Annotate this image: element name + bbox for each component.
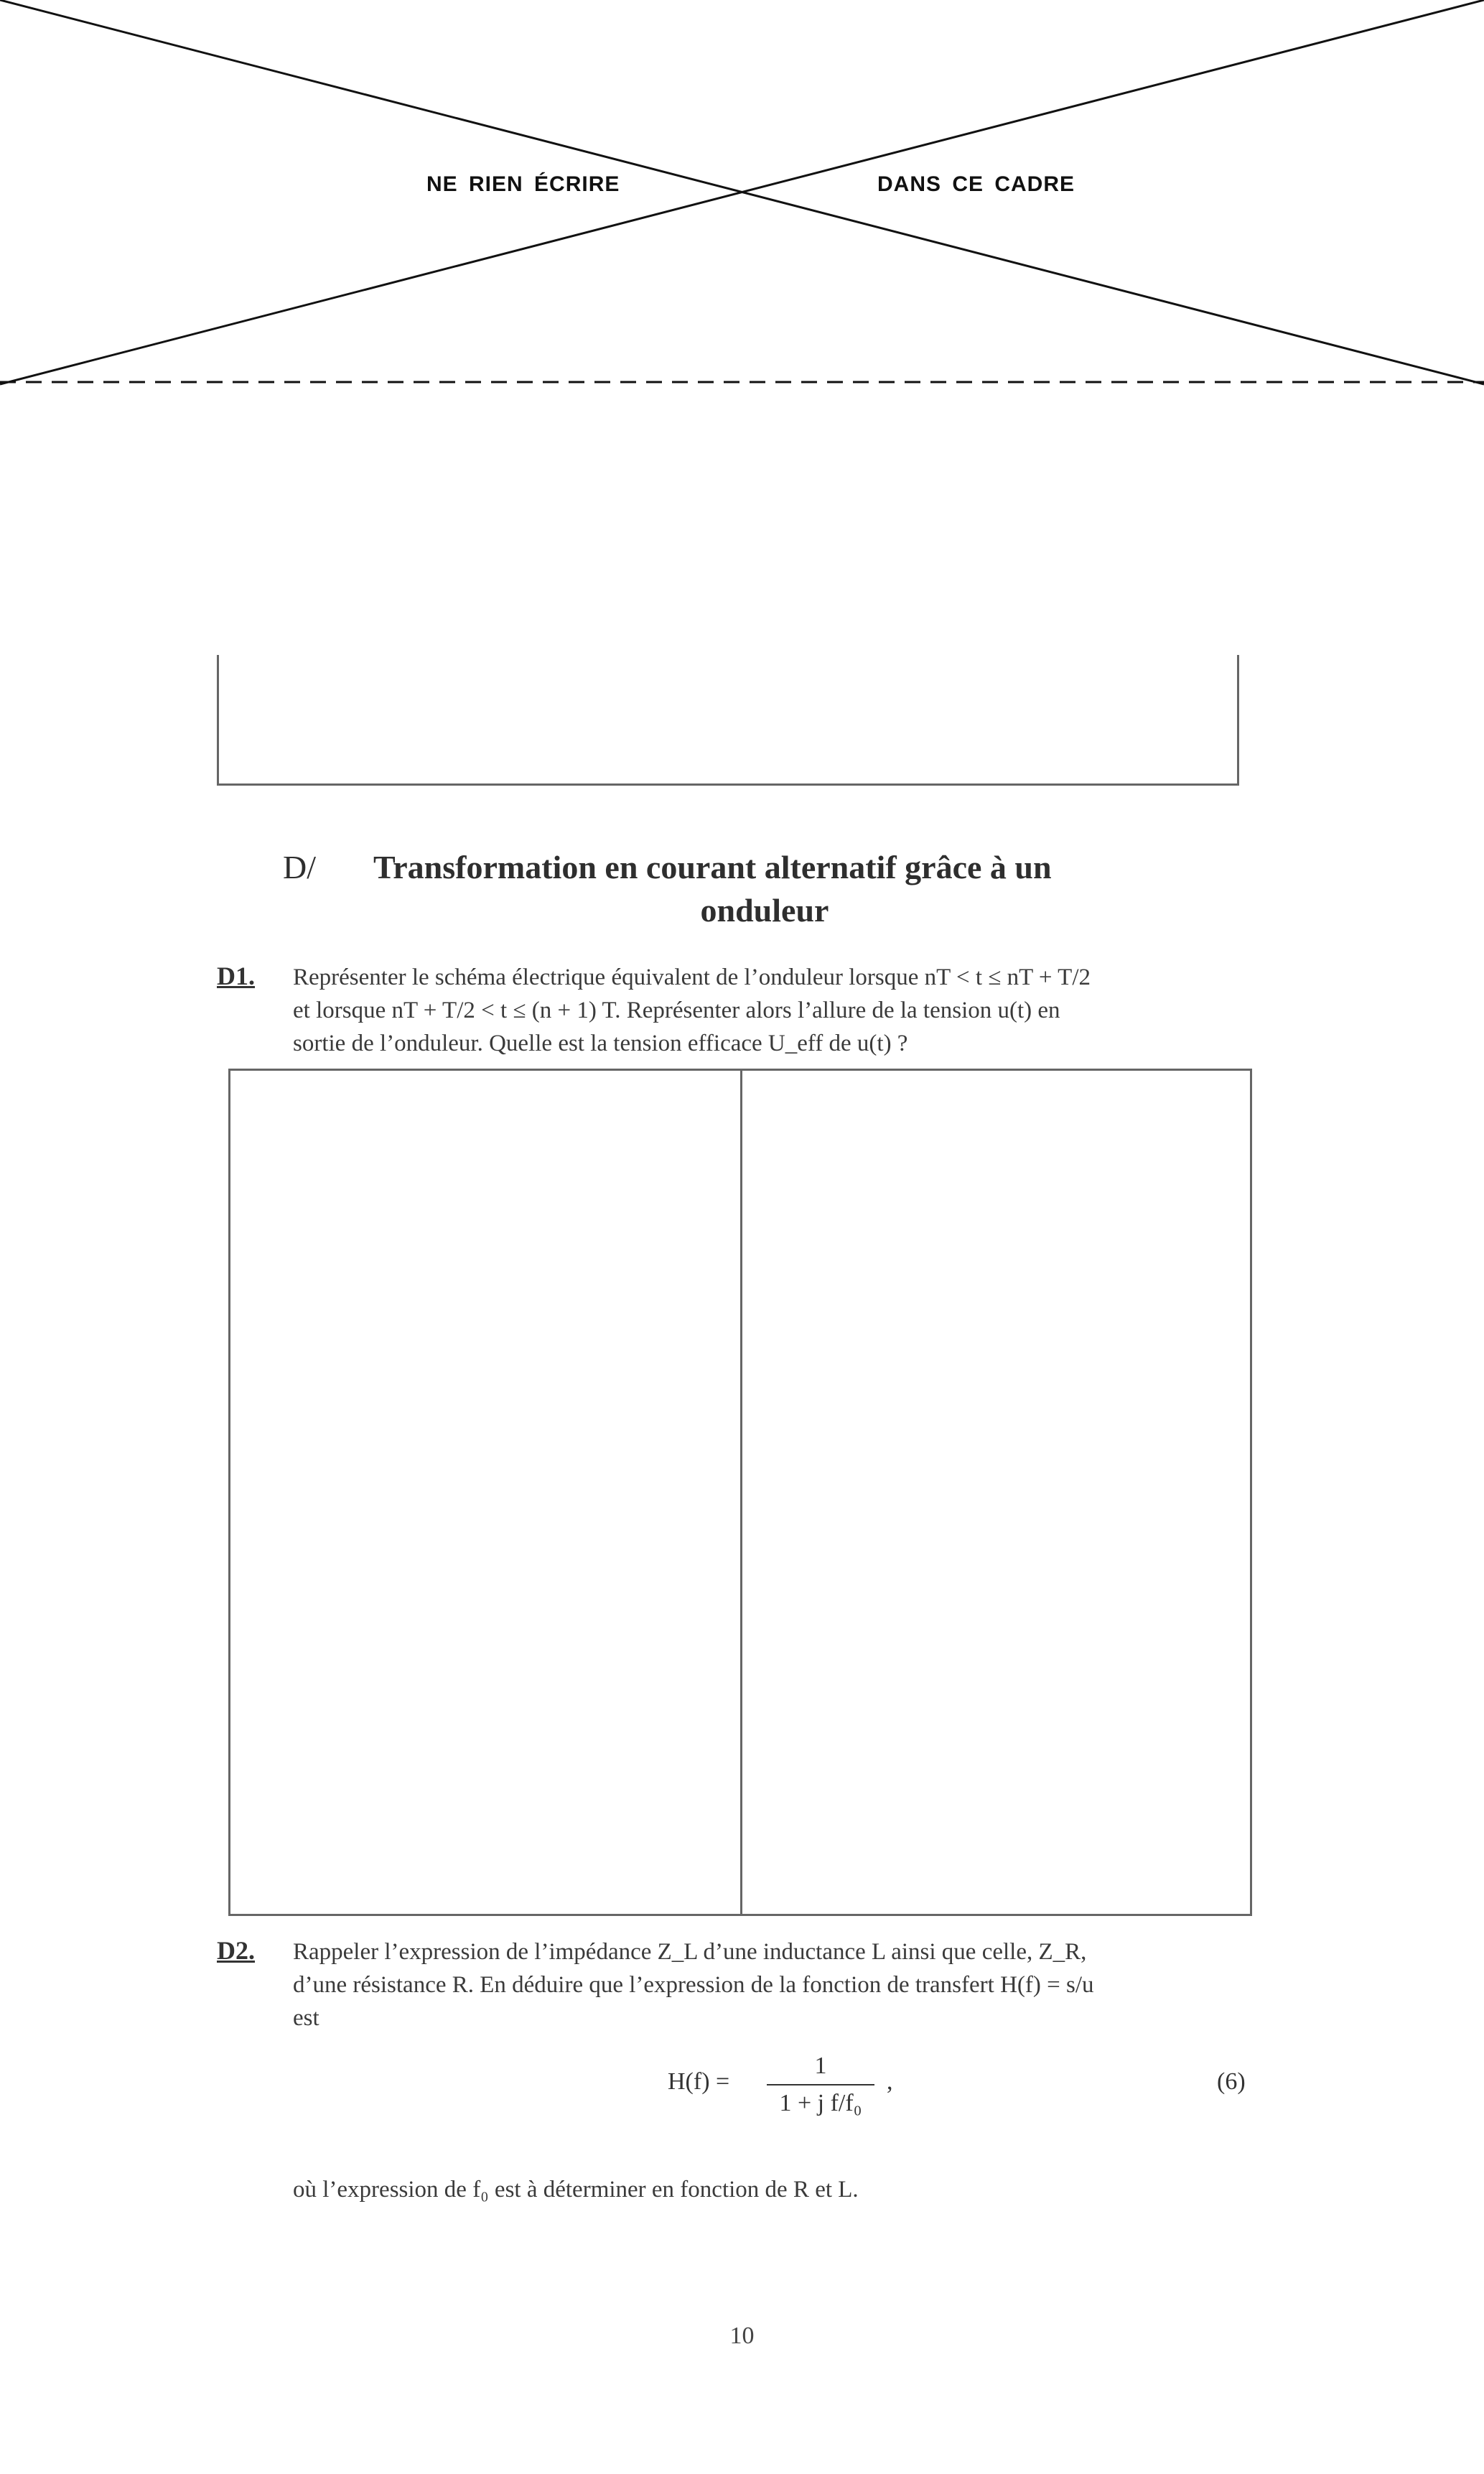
question-line: Représenter le schéma électrique équivalent de l’onduleur lorsque nT < t ≤ nT + T/2 xyxy=(293,964,1091,990)
section-number: D/ xyxy=(283,849,316,885)
question-line: sortie de l’onduleur. Quelle est la tension efficace U_eff de u(t) ? xyxy=(293,1031,908,1056)
question-text-d2-after xyxy=(293,2173,859,2206)
question-line: où l’expression de f₀ est à déterminer en fonction de R et L. xyxy=(293,2177,859,2203)
question-line: Rappeler l’expression de l’impédance Z_L d’une inductance L ainsi que celle, Z_R, xyxy=(293,1939,1087,1965)
equation-denominator: 1 + j f/f₀ xyxy=(779,2090,862,2116)
fraction-bar xyxy=(767,2084,874,2085)
question-line: d’une résistance R. En déduire que l’expression de la fonction de transfert H(f) = s/u xyxy=(293,1972,1094,1998)
section-title-line2: onduleur xyxy=(700,892,829,929)
no-write-label-left: NE RIEN ÉCRIRE xyxy=(424,172,622,197)
crossed-lines xyxy=(0,0,1484,388)
no-write-zone xyxy=(0,0,1484,388)
answer-box-d1[interactable] xyxy=(228,1069,1252,1916)
previous-answer-box[interactable] xyxy=(217,655,1239,786)
equation-fraction xyxy=(767,2052,874,2117)
section-title-line1: Transformation en courant alternatif grâce à un xyxy=(373,849,1052,885)
page-number: 10 xyxy=(729,2322,755,2349)
question-line: est xyxy=(293,2005,319,2031)
no-write-label-right: DANS CE CADRE xyxy=(874,172,1078,197)
question-label-d2: D2. xyxy=(217,1936,255,1965)
answer-box-divider xyxy=(740,1071,742,1914)
equation-trailing: , xyxy=(887,2068,893,2095)
question-text-d1 xyxy=(293,961,1091,1060)
equation-lhs: H(f) = xyxy=(668,2068,730,2095)
question-line: et lorsque nT + T/2 < t ≤ (n + 1) T. Représenter alors l’allure de la tension u(t) en xyxy=(293,997,1060,1023)
equation-numerator: 1 xyxy=(814,2052,827,2079)
equation-number: (6) xyxy=(1217,2068,1246,2095)
question-label-d1: D1. xyxy=(217,962,255,990)
question-text-d2 xyxy=(293,1935,1094,2034)
